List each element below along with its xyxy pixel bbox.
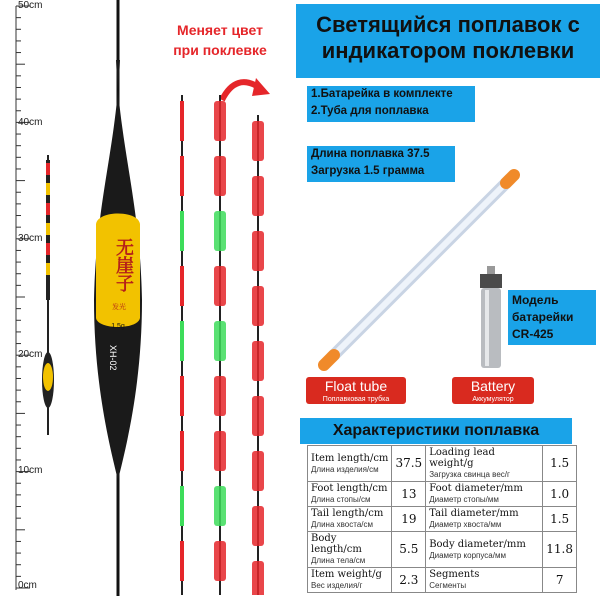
spec-value: 11.8 [543, 532, 577, 568]
tail-segment [214, 321, 226, 361]
spec-row [308, 532, 577, 568]
spec-row [308, 507, 577, 532]
page-title [296, 4, 600, 78]
spec-label-ru: Диаметр хвоста/мм [429, 520, 502, 529]
large-float-image [80, 0, 160, 596]
spec-label-en: Body diameter/mm [429, 538, 526, 550]
tail-segment [180, 156, 184, 196]
tail-segment [214, 101, 226, 141]
tail-segment [180, 211, 184, 251]
feature-battery: 1.Батарейка в комплекте [311, 88, 453, 100]
param-load: Загрузка 1.5 грамма [311, 165, 425, 177]
feature-tube: 2.Туба для поплавка [311, 105, 429, 117]
tail-segment [252, 341, 264, 381]
color-change-caption [160, 20, 280, 60]
tail-segment [252, 451, 264, 491]
tail-segment [180, 486, 184, 526]
tail-segment [214, 486, 226, 526]
spec-value: 37.5 [392, 446, 426, 482]
spec-label-en: Item length/cm [311, 452, 389, 464]
ruler-label-10: 10cm [18, 465, 43, 476]
spec-label-ru: Загрузка свинца вес/г [429, 470, 510, 479]
spec-row [308, 568, 577, 593]
tail-segment [180, 431, 184, 471]
spec-label-ru: Длина хвоста/см [311, 520, 373, 529]
spec-value: 7 [543, 568, 577, 593]
spec-label-en: Loading lead weight/g [429, 447, 495, 469]
tail-segment [252, 231, 264, 271]
spec-label-ru: Диаметр корпуса/мм [429, 550, 506, 560]
tail-segment [180, 541, 184, 581]
spec-row [308, 482, 577, 507]
tail-segment [180, 321, 184, 361]
spec-value: 13 [392, 482, 426, 507]
tail-segment [214, 376, 226, 416]
spec-value: 1.0 [543, 482, 577, 507]
battery-badge [452, 377, 534, 404]
tail-segment [180, 376, 184, 416]
spec-label-ru: Вес изделия/г [311, 581, 363, 590]
spec-label-en: Tail length/cm [311, 508, 384, 519]
tail-segment [214, 211, 226, 251]
spec-label-en: Foot length/cm [311, 483, 388, 494]
spec-value: 19 [392, 507, 426, 532]
spec-label-ru: Диаметр стопы/мм [429, 495, 499, 504]
ruler-label-30: 30cm [18, 233, 43, 244]
ruler-label-50: 50cm [18, 0, 43, 11]
title-line1: Светящийся поплавок с [316, 12, 580, 37]
model-label: XH-02 [108, 345, 118, 371]
spec-label-cell [308, 532, 392, 568]
spec-label-cell [426, 507, 543, 532]
spec-value: 1.5 [543, 446, 577, 482]
spec-value: 2.3 [392, 568, 426, 593]
battery-model-line3: CR-425 [512, 327, 554, 341]
tail-segment [180, 266, 184, 306]
ruler-label-40: 40cm [18, 117, 43, 128]
tail-segment [214, 266, 226, 306]
ruler-label-20: 20cm [18, 349, 43, 360]
spec-label-cell [308, 568, 392, 593]
spec-label-en: Foot diameter/mm [429, 483, 523, 494]
tail-segments-image [170, 95, 270, 595]
spec-label-cell [426, 446, 543, 482]
spec-label-en: Segments [429, 569, 480, 580]
spec-label-ru: Длина изделия/см [311, 464, 379, 474]
features-box [307, 86, 475, 122]
tail-segment [180, 101, 184, 141]
spec-label-en: Tail diameter/mm [429, 508, 519, 519]
small-float-image [36, 155, 60, 435]
spec-header: Характеристики поплавка [300, 418, 572, 444]
tail-segment [252, 286, 264, 326]
battery-model-box [508, 290, 596, 345]
float-tube-sub: Поплавковая трубка [322, 396, 390, 403]
spec-label-en: Body length/cm [311, 533, 362, 555]
brand-characters: 无崖子 [113, 238, 134, 292]
spec-label-cell [426, 568, 543, 593]
spec-label-ru: Длина тела/см [311, 556, 366, 565]
spec-label-cell [426, 532, 543, 568]
weight-label: 1.5g [111, 323, 125, 330]
tail-segment [252, 121, 264, 161]
spec-label-cell [308, 482, 392, 507]
tail-segment [252, 396, 264, 436]
title-line2: индикатором поклевки [321, 38, 575, 63]
spec-value: 1.5 [543, 507, 577, 532]
spec-value: 5.5 [392, 532, 426, 568]
spec-label-en: Item weight/g [311, 569, 382, 580]
tail-segment [214, 431, 226, 471]
spec-label-ru: Длина стопы/см [311, 495, 371, 504]
spec-label-cell [308, 507, 392, 532]
tail-segment [252, 506, 264, 546]
color-change-line2: при поклевке [173, 42, 267, 58]
tail-segment [214, 156, 226, 196]
spec-label-ru: Сегменты [429, 581, 467, 590]
battery-image [476, 266, 506, 370]
battery-label: Battery [470, 378, 516, 394]
tail-segment [252, 561, 264, 595]
spec-row [308, 446, 577, 482]
spec-label-cell [308, 446, 392, 482]
float-tube-label: Float tube [324, 378, 388, 394]
battery-model-line1: Модель [512, 293, 559, 307]
spec-label-cell [426, 482, 543, 507]
glow-label: 发光 [112, 304, 126, 311]
tail-segment [214, 541, 226, 581]
param-length: Длина поплавка 37.5 [311, 148, 430, 160]
float-tube-badge [306, 377, 406, 404]
spec-table [307, 445, 577, 593]
tail-segment [252, 176, 264, 216]
color-change-line1: Меняет цвет [177, 22, 263, 38]
battery-model-line2: батарейки [512, 310, 574, 324]
ruler-label-0: 0cm [18, 580, 37, 591]
battery-sub: Аккумулятор [472, 396, 514, 403]
